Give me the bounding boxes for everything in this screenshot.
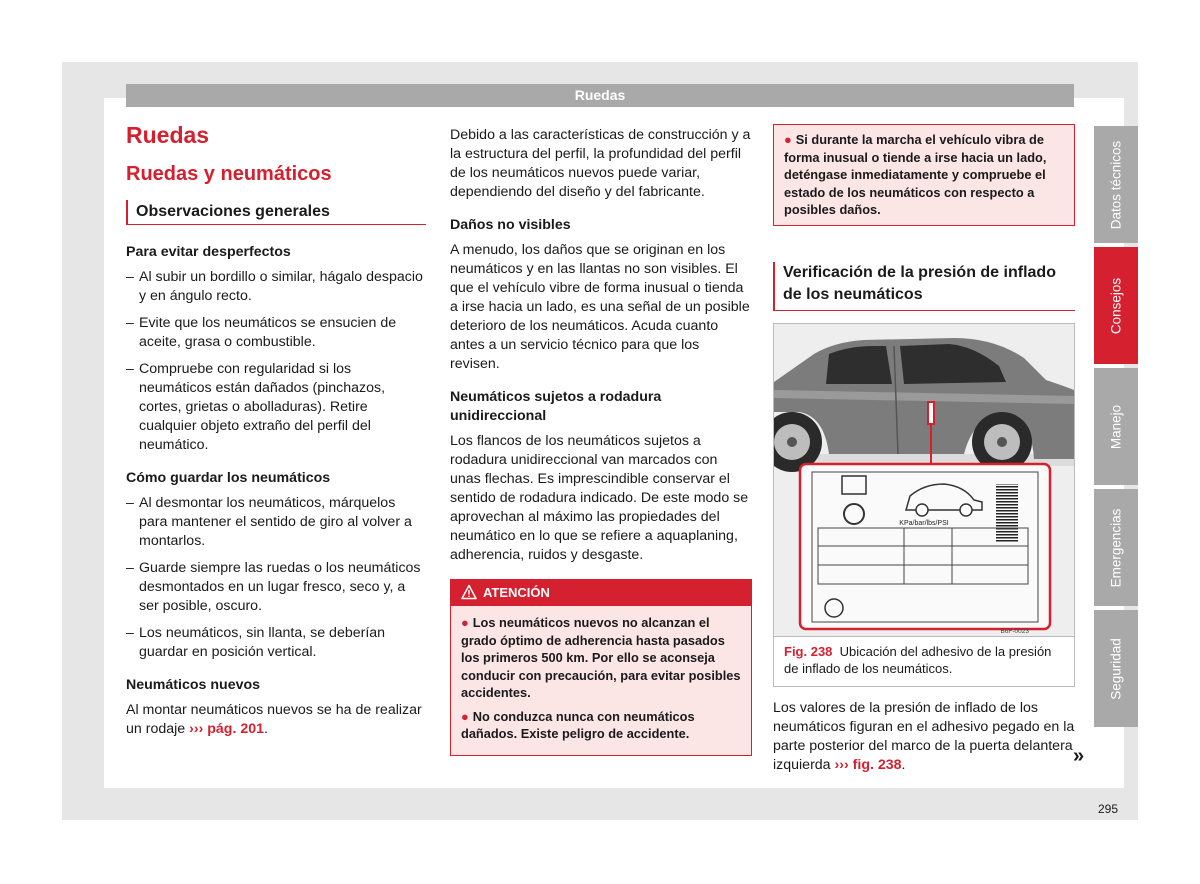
subheading-desperfectos: Para evitar desperfectos <box>126 244 291 260</box>
bullet-icon: ● <box>784 132 792 147</box>
tab-emergencias[interactable]: Emergencias <box>1094 489 1138 606</box>
list-guardar <box>126 494 426 662</box>
list-item: – Guarde siempre las ruedas o los neumáticos desmontados en un lugar fresco, seco y, a ser posible, oscuro. <box>126 559 426 616</box>
warning-item: ● Los neumáticos nuevos no alcanzan el grado óptimo de adherencia hasta pasados los primeros 500 km. Por ello se aconseja conducir con precaución, para evitar posibles accidentes. <box>461 615 741 700</box>
figure-number: Fig. 238 <box>784 643 833 659</box>
paragraph-valores: Los valores de la presión de inflado de los neumáticos figuran en el adhesivo pegado en la parte posterior del marco de la puerta delantera izquierda ››› fig. 238. <box>773 699 1075 773</box>
paragraph-nuevos: Al montar neumáticos nuevos se ha de realizar un rodaje ››› pág. 201. <box>126 702 422 737</box>
list-item: – Al desmontar los neumáticos, márquelos para mantener el sentido de giro al volver a montarlos. <box>126 494 426 551</box>
tab-datos-tecnicos[interactable]: Datos técnicos <box>1094 126 1138 243</box>
page-title: Ruedas <box>126 122 210 148</box>
page-subtitle: Ruedas y neumáticos <box>126 163 332 185</box>
list-item: – Al subir un bordillo o similar, hágalo despacio y en ángulo recto. <box>126 268 426 306</box>
warning-triangle-icon <box>461 584 477 600</box>
column-3 <box>773 124 1075 789</box>
warning-box <box>450 579 752 756</box>
paragraph-intro: Debido a las características de construcción y a la estructura del perfil, la profundidad del perfil de los neumáticos nuevos puede variar, dependiendo del diseño y del fabricante. <box>450 127 751 200</box>
car-door-illustration <box>774 324 1074 636</box>
list-item: – Compruebe con regularidad si los neumáticos están dañados (pinchazos, cortes, grietas o abolladuras). Retire cualquier objeto extraño del perfil del neumático. <box>126 360 426 455</box>
figure-ref-link[interactable]: ››› fig. 238 <box>834 756 902 773</box>
figure-tire-pressure-label <box>773 323 1075 637</box>
column-1 <box>126 120 426 753</box>
warning-continuation-box: ● Si durante la marcha el vehículo vibra de forma inusual o tiende a irse hacia un lado, deténgase inmediatamente y compruebe el estado de los neumáticos con respecto a posibles daños. <box>773 124 1075 226</box>
warning-header: ATENCIÓN <box>451 580 751 606</box>
list-item: – Los neumáticos, sin llanta, se deberían guardar en posición vertical. <box>126 624 426 662</box>
figure-code: B6F-0023 <box>1000 627 1029 635</box>
warning-body <box>451 606 751 755</box>
page-number: 295 <box>1098 802 1119 816</box>
page-ref-link[interactable]: ››› pág. 201 <box>189 721 265 737</box>
figure-unit-label: KPa/bar/lbs/PSI <box>899 519 949 527</box>
paragraph-unidireccional: Los flancos de los neumáticos sujetos a rodadura unidireccional van marcados con unas flechas. Es imprescindible conservar el sentido de rodadura indicado. De este modo se aprovechan al máximo las propiedades del neumático en lo que se refiere a aquaplaning, adherencia, ruidos y desgaste. <box>450 433 749 563</box>
chapter-header: Ruedas <box>126 84 1074 107</box>
list-item: – Evite que los neumáticos se ensucien de aceite, grasa o combustible. <box>126 314 426 352</box>
tab-seguridad[interactable]: Seguridad <box>1094 610 1138 727</box>
subheading-unidireccional: Neumáticos sujetos a rodadura unidireccional <box>450 389 662 424</box>
continue-chevron-icon: » <box>1073 745 1085 767</box>
section-heading-presion: Verificación de la presión de inflado de los neumáticos <box>773 262 1075 311</box>
warning-item: ● No conduzca nunca con neumáticos dañados. Existe peligro de accidente. <box>461 708 695 741</box>
tab-consejos[interactable]: Consejos <box>1094 247 1138 364</box>
paragraph-danos: A menudo, los daños que se originan en los neumáticos y en las llantas no son visibles. El que el vehículo vibre de forma inusual o tienda a irse hacia un lado, es una señal de un posible deterioro de los neumáticos. Acuda cuanto antes a un servicio técnico para que los revisen. <box>450 242 750 372</box>
subheading-danos: Daños no visibles <box>450 217 571 233</box>
bullet-icon: ● <box>461 615 469 630</box>
figure-caption: Fig. 238 Ubicación del adhesivo de la presión de inflado de los neumáticos. <box>773 637 1075 687</box>
bullet-icon: ● <box>461 708 469 724</box>
tab-manejo[interactable]: Manejo <box>1094 368 1138 485</box>
list-desperfectos <box>126 268 426 455</box>
subheading-guardar: Cómo guardar los neumáticos <box>126 470 331 486</box>
column-2 <box>450 126 752 756</box>
subheading-nuevos: Neumáticos nuevos <box>126 677 261 693</box>
section-heading-observaciones: Observaciones generales <box>126 200 426 225</box>
